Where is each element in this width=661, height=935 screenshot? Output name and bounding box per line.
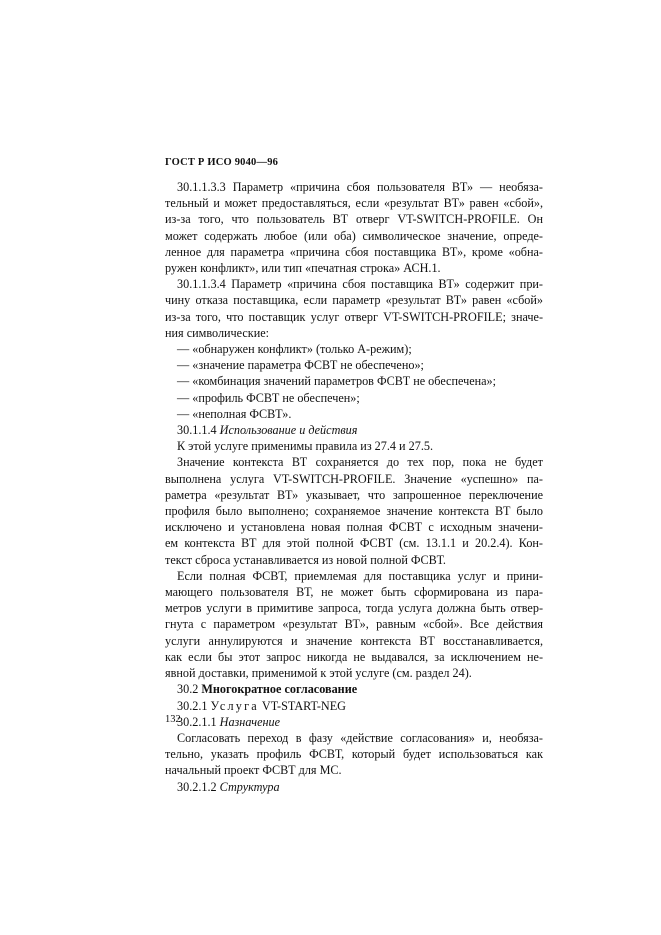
section-number: 30.2 (177, 682, 199, 697)
text-line: исключено и установлена новая полная ФСВТ с исходным значени- (165, 520, 543, 535)
text-line: начальный проект ФСВТ для МС. (165, 763, 342, 778)
section-title: Многократное согласование (201, 682, 358, 697)
list-item: — «комбинация значений параметров ФСВТ не обеспечена»; (177, 374, 497, 389)
page-number: 132 (165, 714, 181, 725)
text-line: Если полная ФСВТ, приемлемая для поставщика услуг и прини- (177, 568, 543, 583)
list-item: — «значение параметра ФСВТ не обеспечено»; (177, 358, 424, 373)
list-item: — «профиль ФСВТ не обеспечен»; (177, 390, 360, 405)
text-line: раметра «результат ВТ» указывает, что запрошенное переключение (165, 487, 543, 502)
list-item: — «обнаружен конфликт» (только А-режим); (177, 342, 412, 357)
text-line: может содержать любое (или оба) символическое значение, опреде- (165, 228, 543, 243)
text-line: К этой услуге применимы правила из 27.4 и 27.5. (177, 439, 434, 454)
text-line: из-за того, что пользователь ВТ отверг VT-SWITCH-PROFILE. Он (165, 212, 543, 227)
section-heading (165, 698, 543, 714)
text-line: текст сброса устанавливается из новой полной ФСВТ. (165, 552, 446, 567)
text-line: мающего пользователя ВТ, не может быть сформирована из пара- (165, 585, 543, 600)
text-line: явной доставки, применимой к этой услуге (см. раздел 24). (165, 666, 472, 681)
section-number: 30.1.1.4 (177, 423, 217, 438)
list-item: — «неполная ФСВТ». (177, 406, 292, 421)
section-title: Услуга (210, 698, 259, 713)
section-title: Назначение (219, 714, 281, 729)
section-title: Использование и действия (219, 423, 358, 438)
text-line: Значение контекста ВТ сохраняется до тех пор, пока не будет (177, 455, 543, 470)
text-line: чину отказа поставщика, если параметр «результат ВТ» равен «сбой» (165, 293, 543, 308)
section-heading (165, 779, 543, 795)
text-line: гнута с параметром «результат ВТ», равным «сбой». Все действия (165, 617, 543, 632)
text-line: ружен конфликт», или тип «печатная строка» АСН.1. (165, 261, 441, 276)
section-heading (165, 681, 543, 697)
section-number: 30.2.1 (177, 698, 208, 713)
text-line: 30.1.1.3.3 Параметр «причина сбоя пользователя ВТ» — необяза- (177, 180, 543, 194)
body-text (165, 179, 543, 795)
text-line: профиля было выполнено; сохраняемое значение контекста ВТ было (165, 504, 543, 519)
text-line: услуги аннулируются и значение контекста ВТ восстанавливается, (165, 633, 543, 648)
text-line: как если бы этот запрос никогда не выдавался, за исключением не- (165, 649, 543, 664)
text-line: из-за того, что поставщик услуг отверг VT-SWITCH-PROFILE; значе- (165, 309, 543, 324)
service-name: VT-START-NEG (261, 698, 346, 713)
section-heading (165, 422, 543, 438)
section-number: 30.2.1.1 (177, 714, 217, 729)
text-line: метров услуги в примитиве запроса, тогда услуга должна быть отвер- (165, 601, 543, 616)
section-heading (165, 714, 543, 730)
document-header: ГОСТ Р ИСО 9040—96 (165, 157, 279, 168)
text-line: ленное для параметра «причина сбоя поставщика ВТ», кроме «обна- (165, 244, 543, 259)
text-line: выполнена услуга VT-SWITCH-PROFILE. Значение «успешно» па- (165, 471, 543, 486)
text-line: ния символические: (165, 325, 270, 340)
text-line: тельный и может предоставляться, если «результат ВТ» равен «сбой», (165, 196, 543, 211)
section-number: 30.2.1.2 (177, 779, 217, 794)
text-line: тельно, указать профиль ФСВТ, который будет использоваться как (165, 747, 543, 762)
text-line: 30.1.1.3.4 Параметр «причина сбоя поставщика ВТ» содержит при- (177, 277, 543, 292)
text-line: ем контекста ВТ для этой полной ФСВТ (см. 13.1.1 и 20.2.4). Кон- (165, 536, 543, 551)
text-line: Согласовать переход в фазу «действие согласования» и, необяза- (177, 730, 543, 745)
section-title: Структура (219, 779, 280, 794)
